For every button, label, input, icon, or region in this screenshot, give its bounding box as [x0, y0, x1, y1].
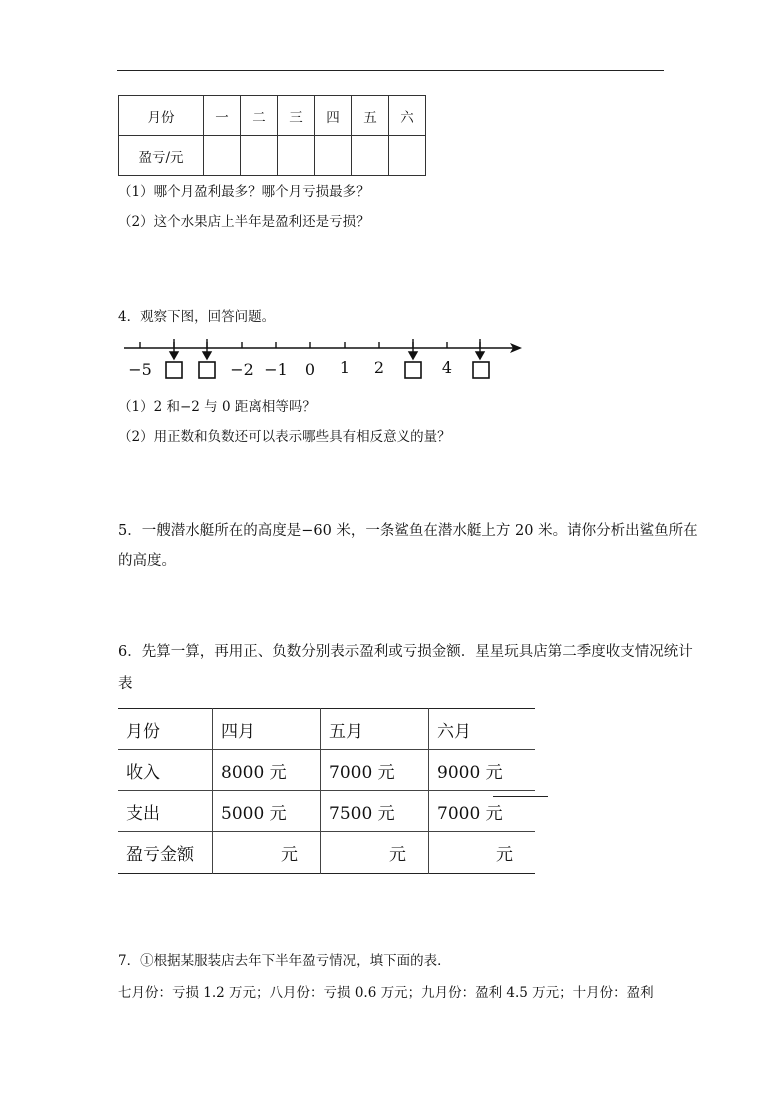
q3-sub2: （2）这个水果店上半年是盈利还是亏损？: [118, 214, 370, 230]
table-row: [118, 832, 535, 874]
table-row: [119, 136, 426, 176]
q7-line2: 七月份：亏损 1.2 万元；八月份：亏损 0.6 万元；九月份：盈利 4.5 万元；十月份：盈利: [118, 985, 654, 1001]
table-row-label: 支出: [118, 791, 213, 832]
table-cell: 元: [321, 832, 429, 874]
table-header-cell: 四月: [213, 709, 321, 750]
table-row: [118, 750, 535, 791]
answer-box: [199, 362, 215, 378]
table-cell: 8000 元: [213, 750, 321, 791]
month-cell: 五: [352, 96, 389, 136]
table-header-cell: 月份: [119, 96, 204, 136]
table-row: [119, 96, 426, 136]
number-line: [118, 335, 528, 385]
table-header-cell: 五月: [321, 709, 429, 750]
tick-label: −2: [230, 360, 254, 379]
tick-label: −5: [128, 360, 152, 379]
table-row-label: 盈亏金额: [118, 832, 213, 874]
down-arrow-icon: [476, 339, 484, 359]
down-arrow-icon: [203, 339, 211, 359]
revenue-expense-table: [118, 708, 535, 874]
tick-label: −1: [264, 360, 288, 379]
table-cell: 5000 元: [213, 791, 321, 832]
month-cell: 四: [315, 96, 352, 136]
table-row: [118, 709, 535, 750]
q5-line1: 5．一艘潜水艇所在的高度是−60 米，一条鲨鱼在潜水艇上方 20 米。请你分析出鲨鱼所在: [118, 523, 698, 539]
q6-line1: 6．先算一算，再用正、负数分别表示盈利或亏损金额．星星玩具店第二季度收支情况统计: [118, 644, 693, 660]
header-rule: [117, 70, 664, 71]
q5-line2: 的高度。: [118, 553, 176, 569]
month-cell: 一: [204, 96, 241, 136]
down-arrow-icon: [170, 339, 178, 359]
table-cell: 7000 元: [321, 750, 429, 791]
q3-sub1: （1）哪个月盈利最多？哪个月亏损最多？: [118, 184, 370, 200]
down-arrow-icon: [409, 339, 417, 359]
blank-cell: [315, 136, 352, 176]
table-header-cell: 月份: [118, 709, 213, 750]
blank-cell: [352, 136, 389, 176]
table-header-cell: 六月: [429, 709, 536, 750]
table-cell: 9000 元: [429, 750, 536, 791]
table-cell: 元: [496, 845, 513, 865]
q4-title: 4．观察下图，回答问题。: [118, 309, 276, 325]
blank-cell: [204, 136, 241, 176]
month-cell: 六: [389, 96, 426, 136]
table-row-label: 收入: [118, 750, 213, 791]
table-cell: 7500 元: [321, 791, 429, 832]
tick-label: 1: [339, 358, 351, 377]
month-cell: 三: [278, 96, 315, 136]
answer-blank-line: [493, 796, 548, 797]
table-cell: 元: [213, 832, 321, 874]
tick-label: 4: [441, 358, 453, 377]
q4-sub2: （2）用正数和负数还可以表示哪些具有相反意义的量？: [118, 429, 451, 445]
blank-cell: [389, 136, 426, 176]
month-cell: 二: [241, 96, 278, 136]
tick-label: 2: [373, 358, 385, 377]
blank-cell: [278, 136, 315, 176]
answer-box: [166, 362, 182, 378]
tick-label: 0: [304, 360, 316, 379]
q7-line1: 7．①根据某服装店去年下半年盈亏情况，填下面的表．: [118, 953, 451, 969]
table-row: [118, 791, 535, 832]
profit-loss-table: [118, 95, 426, 176]
q6-line2: 表: [118, 676, 133, 692]
answer-box: [473, 362, 489, 378]
table-cell: 7000 元: [429, 791, 536, 832]
q4-sub1: （1）2 和−2 与 0 距离相等吗？: [118, 399, 316, 415]
blank-cell: [241, 136, 278, 176]
tick-marks: [140, 342, 480, 348]
answer-box: [405, 362, 421, 378]
table-row-label: 盈亏/元: [119, 136, 204, 176]
